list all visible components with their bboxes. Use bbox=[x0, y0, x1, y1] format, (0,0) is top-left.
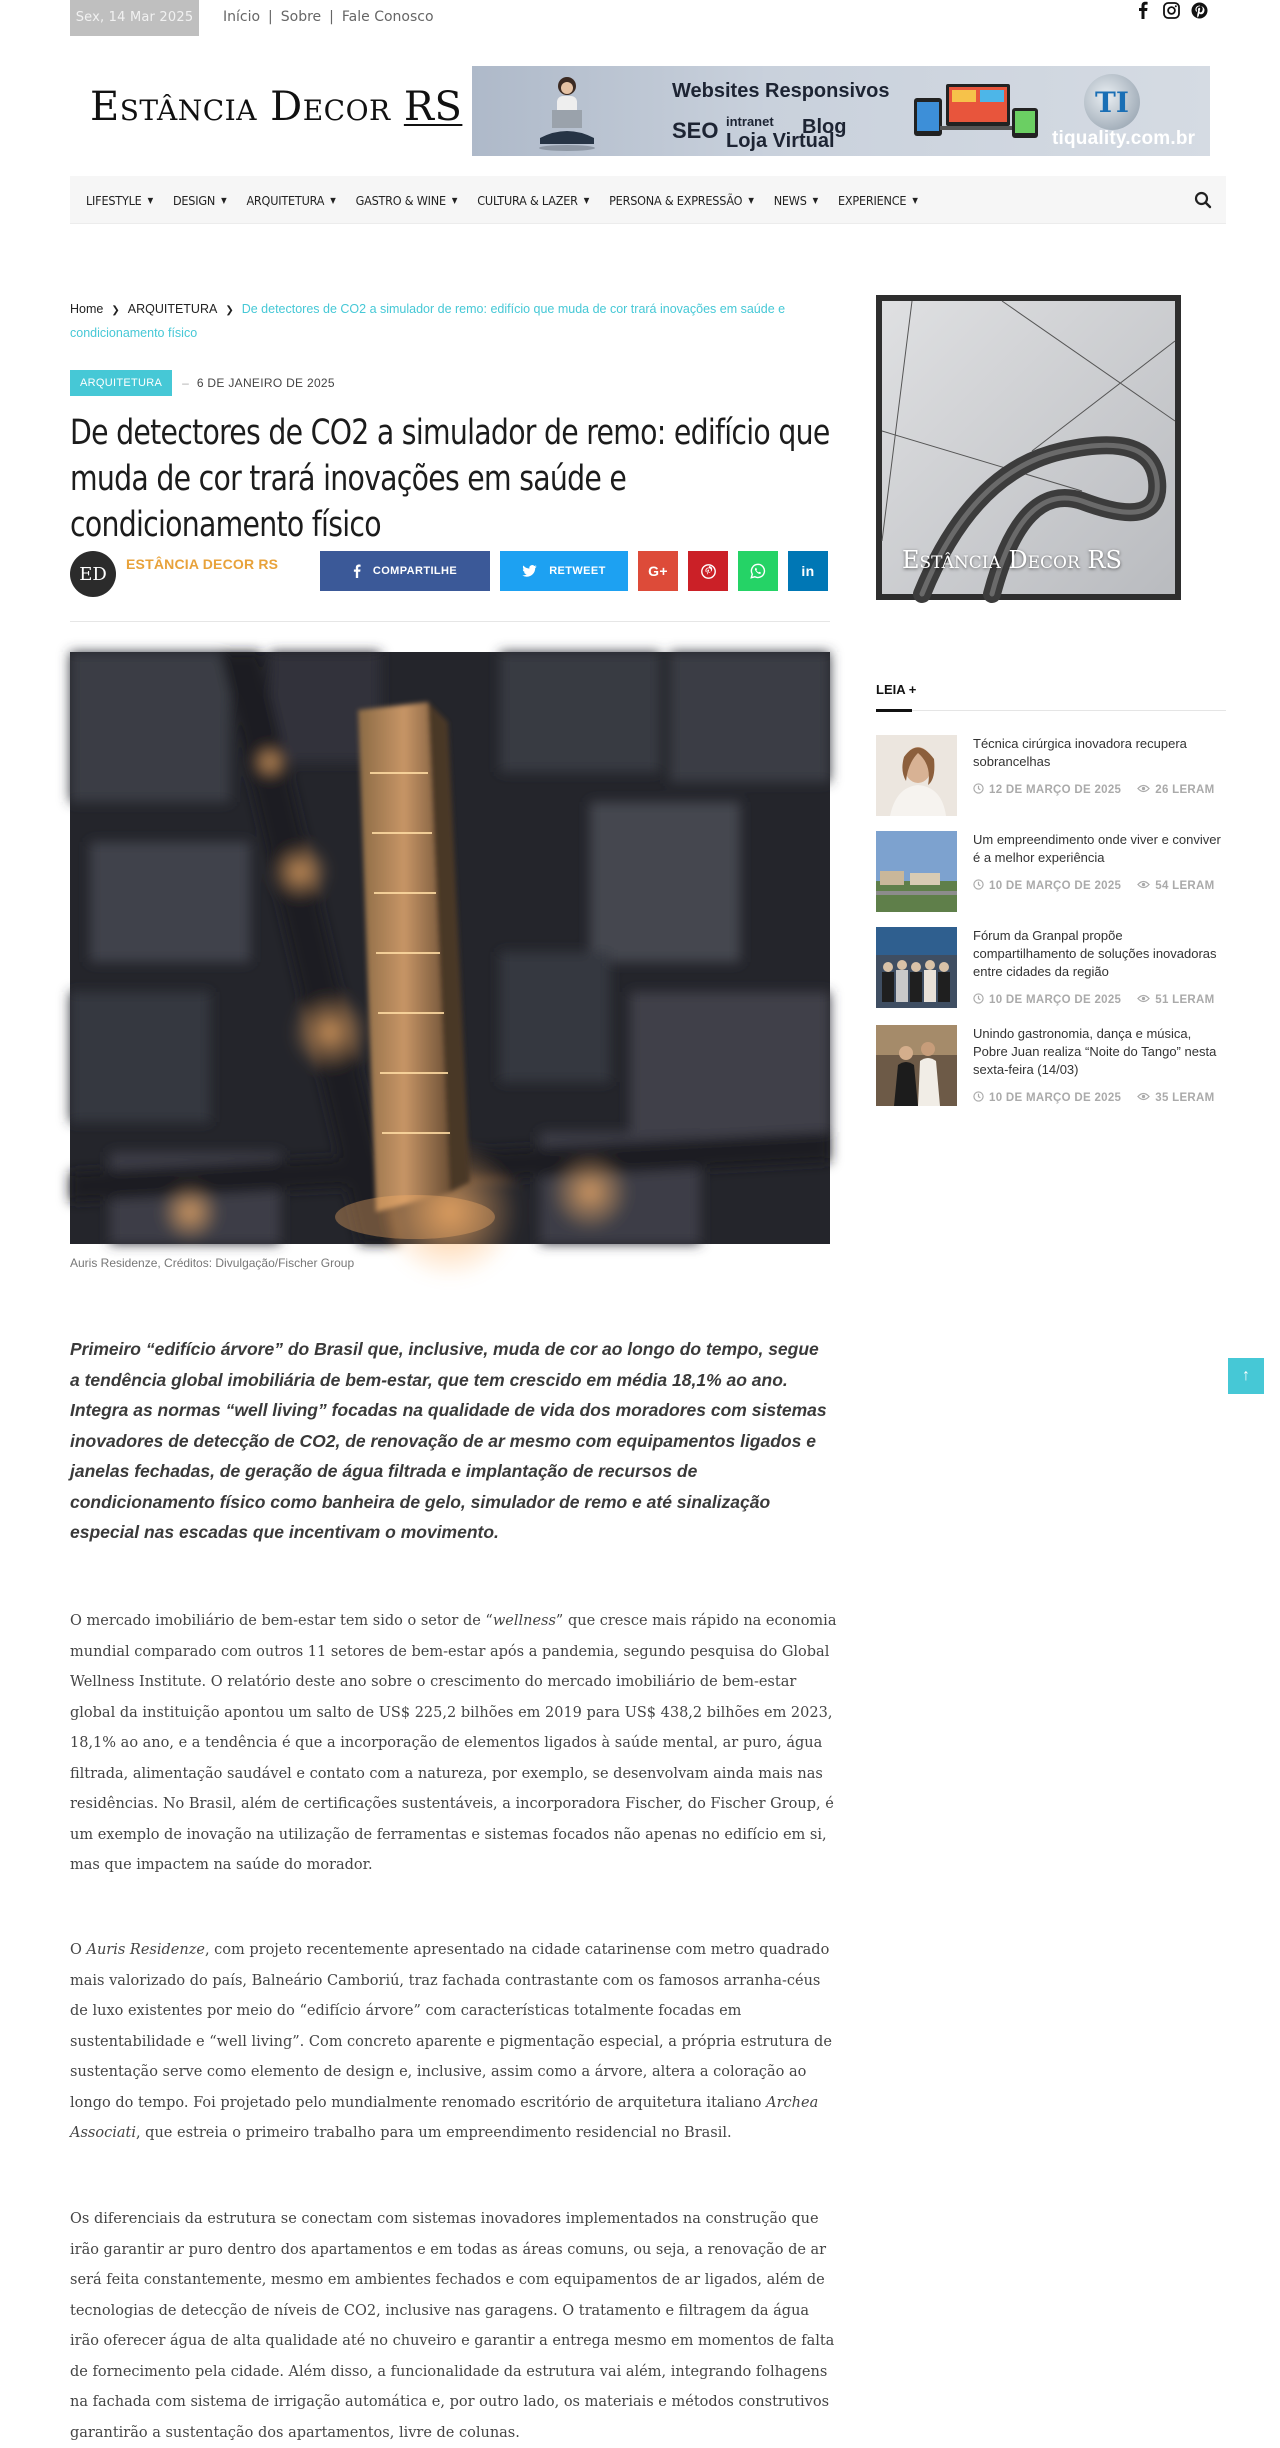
share-googleplus-button[interactable] bbox=[638, 551, 678, 591]
post-meta bbox=[973, 783, 1215, 797]
post-title[interactable]: Fórum da Granpal propõe compartilhamento de soluções inovadoras entre cidades da região bbox=[973, 928, 1217, 979]
banner-line1: Websites Responsivos bbox=[672, 80, 890, 102]
main-nav bbox=[70, 176, 1226, 224]
current-date: Sex, 14 Mar 2025 bbox=[70, 0, 199, 36]
clock-icon bbox=[973, 879, 984, 893]
facebook-icon[interactable] bbox=[1134, 0, 1152, 20]
share-pinterest-button[interactable] bbox=[688, 551, 728, 591]
breadcrumb-home[interactable]: Home bbox=[70, 302, 104, 316]
google-plus-icon: G+ bbox=[648, 563, 668, 579]
nav-item-news[interactable]: NEWS ▼ bbox=[773, 192, 819, 208]
post-meta bbox=[973, 993, 1215, 1007]
author-avatar[interactable]: ED bbox=[70, 551, 116, 597]
breadcrumb bbox=[70, 298, 830, 344]
banner-blog: Blog bbox=[802, 116, 847, 138]
banner-loja: Loja Virtual bbox=[726, 130, 835, 152]
divider bbox=[70, 621, 830, 622]
nav-item-cultura-lazer[interactable]: CULTURA & LAZER ▼ bbox=[477, 192, 590, 208]
linkedin-icon: in bbox=[801, 563, 815, 579]
pinterest-icon[interactable] bbox=[1190, 0, 1208, 20]
share-whatsapp-button[interactable] bbox=[738, 551, 778, 591]
share-twitter-label: RETWEET bbox=[549, 565, 606, 577]
leia-mais-divider bbox=[876, 710, 1226, 711]
post-date: 10 DE MARÇO DE 2025 bbox=[989, 880, 1122, 892]
image-caption: Auris Residenze, Créditos: Divulgação/Fischer Group bbox=[70, 1256, 355, 1270]
article-lead: Primeiro “edifício árvore” do Brasil que, inclusive, muda de cor ao longo do tempo, segue a tendência global imobiliária de bem-estar, que tem crescido em média 18,1% ao ano. Integra as normas “well living” focadas na qualidade de vida dos moradores com sistemas inovadores de detecção de CO2, de renovação de ar mesmo com equipamentos ligados e janelas fechadas, de geração de água filtrada e implantação de recursos de condicionamento físico como banheira de gelo, simulador de remo e até sinalização especial nas escadas que incentivam o movimento. bbox=[70, 1339, 827, 1542]
list-item[interactable] bbox=[876, 831, 1226, 927]
share-buttons bbox=[320, 551, 828, 591]
chevron-down-icon: ▼ bbox=[748, 195, 754, 205]
facebook-icon bbox=[353, 564, 361, 578]
article-meta bbox=[70, 370, 335, 396]
category-badge[interactable]: ARQUITETURA bbox=[70, 370, 172, 396]
eye-icon bbox=[1137, 880, 1150, 892]
banner-intranet: intranet bbox=[726, 114, 774, 129]
meta-separator: – bbox=[182, 376, 189, 390]
banner-woman-laptop-illustration bbox=[532, 72, 602, 152]
search-icon[interactable] bbox=[1194, 191, 1212, 209]
top-link-sobre[interactable]: Sobre bbox=[280, 9, 322, 25]
top-link-inicio[interactable]: Início bbox=[223, 9, 261, 25]
article-paragraph: Os diferenciais da estrutura se conectam com sistemas inovadores implementados na construção que irão garantir ar puro dentro dos apartamentos e em todas as áreas comuns, ou seja, a renovação de ar será feita constantemente, mesmo em ambientes fechados e com equipamentos de ar ligados, além de tecnologias de detecção de níveis de CO2, inclusive nas garagens. O tratamento e filtragem da água irão oferecer água de alta qualidade até no chuveiro e garantir a entrega mesmo em momentos de falta de fornecimento pela cidade. Além disso, a funcionalidade da estrutura vai além, integrando folhagens na fachada com sistema de irrigação automática e, por outro lado, os materiais e métodos construtivos garantirão a sustentação dos apartamentos, livre de colunas. bbox=[70, 2211, 835, 2441]
chevron-down-icon: ▼ bbox=[147, 195, 153, 205]
top-social bbox=[1134, 0, 1208, 20]
post-meta bbox=[973, 879, 1215, 893]
post-views: 51 LERAM bbox=[1155, 994, 1215, 1006]
post-views: 54 LERAM bbox=[1155, 880, 1215, 892]
share-facebook-button[interactable] bbox=[320, 551, 490, 591]
clock-icon bbox=[973, 783, 984, 797]
list-item[interactable] bbox=[876, 1025, 1226, 1121]
post-date: 12 DE MARÇO DE 2025 bbox=[989, 784, 1122, 796]
back-to-top-button[interactable]: ↑ bbox=[1228, 1358, 1264, 1394]
banner-seo: SEO bbox=[672, 118, 719, 143]
breadcrumb-current: De detectores de CO2 a simulador de remo: edifício que muda de cor trará inovações em saúde e condicionamento físico bbox=[70, 302, 786, 340]
chevron-down-icon: ▼ bbox=[583, 195, 590, 205]
article-paragraph: O Auris Residenze, com projeto recentemente apresentado na cidade catarinense com metro quadrado mais valorizado do país, Balneário Camboriú, traz fachada contrastante com os famosos arranha-céus de luxo existentes por meio do “edifício árvore” com características totalmente focadas em sustentabilidade e “well living”. Com concreto aparente e pigmentação especial, a própria estrutura de sustentação serve como elemento de design e, inclusive, assim como a árvore, altera a coloração ao longo do tempo. Foi projetado pelo mundialmente renomado escritório de arquitetura italiano Archea Associati, que estreia o primeiro trabalho para um empreendimento residencial no Brasil. bbox=[70, 1942, 832, 2141]
list-item[interactable] bbox=[876, 927, 1226, 1025]
list-item[interactable] bbox=[876, 735, 1226, 831]
leia-mais-title: LEIA + bbox=[876, 682, 917, 697]
pinterest-icon bbox=[701, 564, 716, 579]
share-linkedin-button[interactable] bbox=[788, 551, 828, 591]
twitter-icon bbox=[522, 565, 537, 577]
publish-date: 6 DE JANEIRO DE 2025 bbox=[196, 376, 335, 390]
leia-mais-list bbox=[876, 735, 1226, 1121]
post-title[interactable]: Técnica cirúrgica inovadora recupera sobrancelhas bbox=[973, 736, 1187, 769]
banner-url: tiquality.com.br bbox=[1052, 128, 1196, 149]
instagram-icon[interactable] bbox=[1162, 0, 1180, 20]
clock-icon bbox=[973, 1091, 984, 1105]
post-thumbnail[interactable] bbox=[876, 735, 957, 816]
post-thumbnail[interactable] bbox=[876, 927, 957, 1008]
night-aerial-building-illustration bbox=[70, 652, 830, 1244]
top-bar bbox=[70, 0, 1210, 36]
chevron-right-icon: ❯ bbox=[225, 305, 234, 316]
nav-item-arquitetura[interactable]: ARQUITETURA ▼ bbox=[246, 192, 336, 208]
top-links: Início | Sobre | Fale Conosco bbox=[223, 9, 434, 25]
share-facebook-label: COMPARTILHE bbox=[372, 565, 458, 577]
sidebar-ad[interactable] bbox=[876, 295, 1181, 600]
clock-icon bbox=[973, 993, 984, 1007]
ad-watermark: Estância Decor RS bbox=[902, 546, 1122, 574]
chevron-down-icon: ▼ bbox=[912, 195, 918, 205]
eye-icon bbox=[1137, 1092, 1150, 1104]
post-thumbnail[interactable] bbox=[876, 1025, 957, 1106]
chevron-down-icon: ▼ bbox=[812, 195, 819, 205]
author-name[interactable]: ESTÂNCIA DECOR RS bbox=[126, 556, 279, 572]
post-meta bbox=[973, 1091, 1215, 1105]
nav-item-persona-expressao[interactable]: PERSONA & EXPRESSÃO ▼ bbox=[609, 192, 754, 208]
nav-item-lifestyle[interactable]: LIFESTYLE ▼ bbox=[86, 192, 153, 208]
site-header bbox=[70, 66, 1210, 156]
post-date: 10 DE MARÇO DE 2025 bbox=[989, 1092, 1122, 1104]
author-share-row bbox=[70, 551, 830, 601]
tiquality-logo: TI bbox=[1084, 74, 1140, 130]
post-views: 35 LERAM bbox=[1155, 1092, 1215, 1104]
post-title[interactable]: Um empreendimento onde viver e conviver é a melhor experiência bbox=[973, 832, 1221, 865]
share-twitter-button[interactable] bbox=[500, 551, 628, 591]
post-date: 10 DE MARÇO DE 2025 bbox=[989, 994, 1122, 1006]
breadcrumb-category[interactable]: ARQUITETURA bbox=[127, 302, 218, 316]
logo-text: Estância Decor bbox=[90, 84, 404, 130]
eye-icon bbox=[1137, 994, 1150, 1006]
nav-item-experience[interactable]: EXPERIENCE ▼ bbox=[838, 192, 918, 208]
banner-devices-illustration bbox=[912, 80, 1042, 142]
nav-item-design[interactable]: DESIGN ▼ bbox=[172, 192, 227, 208]
post-thumbnail[interactable] bbox=[876, 831, 957, 912]
chevron-down-icon: ▼ bbox=[330, 195, 336, 205]
whatsapp-icon bbox=[750, 563, 766, 579]
nav-item-gastro-wine[interactable]: GASTRO & WINE ▼ bbox=[355, 192, 458, 208]
chevron-right-icon: ❯ bbox=[111, 305, 120, 316]
header-ad-banner[interactable] bbox=[472, 66, 1210, 156]
article-hero-image bbox=[70, 652, 830, 1244]
top-link-fale-conosco[interactable]: Fale Conosco bbox=[341, 9, 434, 25]
post-views: 26 LERAM bbox=[1155, 784, 1215, 796]
eye-icon bbox=[1137, 784, 1150, 796]
article-title: De detectores de CO2 a simulador de remo: edifício que muda de cor trará inovações em saúde e condicionamento físico bbox=[70, 413, 830, 545]
article-paragraph: O mercado imobiliário de bem-estar tem sido o setor de “wellness” que cresce mais rápido na economia mundial comparado com outros 11 setores de bem-estar após a pandemia, segundo pesquisa do Global Wellness Institute. O relatório deste ano sobre o crescimento do mercado imobiliário de bem-estar global da instituição apontou um salto de US$ 225,2 bilhões em 2019 para US$ 438,2 bilhões em 2023, 18,1% ao ano, e a tendência é que a incorporação de elementos ligados à saúde mental, ar puro, água filtrada, alimentação saudável e contato com a natureza, por exemplo, se desenvolvam ainda mais nas residências. No Brasil, além de certificações sustentáveis, a incorporadora Fischer, do Fischer Group, é um exemplo de inovação na utilização de ferramentas e sistemas focados não apenas no edifício em si, mas que impactem na saúde do morador. bbox=[70, 1613, 837, 1873]
chevron-down-icon: ▼ bbox=[451, 195, 458, 205]
site-logo[interactable] bbox=[90, 84, 462, 130]
chevron-down-icon: ▼ bbox=[221, 195, 227, 205]
post-title[interactable]: Unindo gastronomia, dança e música, Pobre Juan realiza “Noite do Tango” nesta sexta-feira (14/03) bbox=[973, 1026, 1217, 1077]
logo-rs: RS bbox=[403, 84, 463, 130]
